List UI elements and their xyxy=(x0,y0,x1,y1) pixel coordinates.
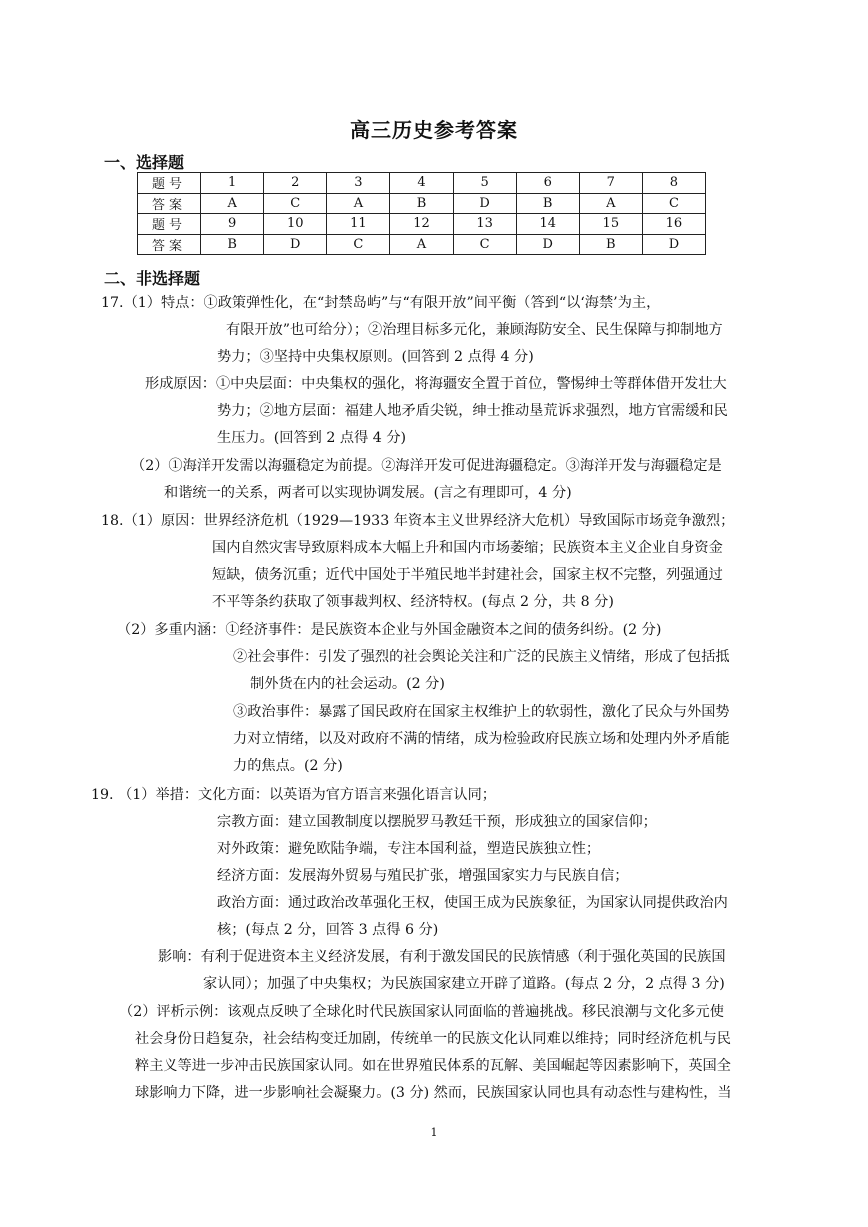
table-cell: 14 xyxy=(516,214,579,235)
page-title: 高三历史参考答案 xyxy=(350,118,518,142)
answer-line: 制外货在内的社会运动。(2 分) xyxy=(250,676,445,692)
answer-line: 19. （1）举措：文化方面：以英语为官方语言来强化语言认同； xyxy=(91,787,496,803)
answer-line: 势力；③坚持中央集权原则。(回答到 2 点得 4 分) xyxy=(217,349,534,365)
table-cell: 题号 xyxy=(138,173,201,194)
answer-line: 核；(每点 2 分，回答 3 点得 6 分) xyxy=(217,922,439,938)
table-cell: 16 xyxy=(642,214,705,235)
table-row xyxy=(138,214,706,235)
answer-line: 对外政策：避免欧陆争端，专注本国利益，塑造民族独立性； xyxy=(217,841,601,857)
table-row xyxy=(138,234,706,255)
answer-line: （2）①海洋开发需以海疆稳定为前提。②海洋开发可促进海疆稳定。③海洋开发与海疆稳定是 xyxy=(131,458,722,474)
table-cell: 12 xyxy=(390,214,453,235)
answer-line: （2）评析示例：该观点反映了全球化时代民族国家认同面临的普遍挑战。移民浪潮与文化多元使 xyxy=(119,1004,724,1020)
page-number: 1 xyxy=(430,1126,438,1139)
answer-line: 有限开放”也可给分）；②治理目标多元化，兼顾海防安全、民生保障与抑制地方 xyxy=(226,322,723,338)
table-cell: A xyxy=(327,193,390,214)
table-cell: 5 xyxy=(453,173,516,194)
table-cell: 答案 xyxy=(138,234,201,255)
answer-line: 国内自然灾害导致原料成本大幅上升和国内市场萎缩；民族资本主义企业自身资金 xyxy=(212,540,723,556)
table-cell: A xyxy=(579,193,642,214)
table-cell: D xyxy=(264,234,327,255)
section-heading-choice: 一、选择题 xyxy=(104,153,185,172)
table-cell: 3 xyxy=(327,173,390,194)
table-cell: B xyxy=(516,193,579,214)
answer-line: 力对立情绪，以及对政府不满的情绪，成为检验政府民族立场和处理内外矛盾能 xyxy=(233,731,730,747)
table-cell: B xyxy=(390,193,453,214)
table-row xyxy=(138,193,706,214)
answer-line: 政治方面：通过政治改革强化王权，使国王成为民族象征，为国家认同提供政治内 xyxy=(217,895,728,911)
table-cell: 11 xyxy=(327,214,390,235)
answer-line: 经济方面：发展海外贸易与殖民扩张，增强国家实力与民族自信； xyxy=(217,868,629,884)
table-cell: 6 xyxy=(516,173,579,194)
answer-line: 生压力。(回答到 2 点得 4 分) xyxy=(217,430,407,446)
table-cell: C xyxy=(264,193,327,214)
answer-line: （2）多重内涵：①经济事件：是民族资本企业与外国金融资本之间的债务纠纷。(2 分) xyxy=(117,622,662,638)
answer-line: 18.（1）原因：世界经济危机（1929—1933 年资本主义世界经济大危机）导致国际市场竞争激烈； xyxy=(101,513,735,529)
answer-line: 形成原因：①中央层面：中央集权的强化，将海疆安全置于首位，警惕绅士等群体借开发壮大 xyxy=(145,376,727,392)
table-cell: 4 xyxy=(390,173,453,194)
answer-line: 势力；②地方层面：福建人地矛盾尖锐，绅士推动垦荒诉求强烈，地方官需缓和民 xyxy=(217,403,728,419)
table-cell: C xyxy=(453,234,516,255)
answer-line: 短缺，债务沉重；近代中国处于半殖民地半封建社会，国家主权不完整，列强通过 xyxy=(212,567,723,583)
answer-line: ②社会事件：引发了强烈的社会舆论关注和广泛的民族主义情绪，形成了包括抵 xyxy=(233,649,730,665)
answer-line: 不平等条约获取了领事裁判权、经济特权。(每点 2 分，共 8 分) xyxy=(212,594,614,610)
table-row xyxy=(138,173,706,194)
section-heading-essay: 二、非选择题 xyxy=(104,269,201,288)
answer-line: 17.（1）特点：①政策弹性化，在“封禁岛屿”与“有限开放”间平衡（答到“以‘海禁’为主， xyxy=(101,295,661,311)
table-cell: 题号 xyxy=(138,214,201,235)
table-cell: C xyxy=(642,193,705,214)
table-cell: C xyxy=(327,234,390,255)
answer-table xyxy=(137,172,706,255)
table-cell: D xyxy=(516,234,579,255)
answer-line: 社会身份日趋复杂，社会结构变迁加剧，传统单一的民族文化认同难以维持；同时经济危机与民 xyxy=(135,1031,731,1047)
table-cell: D xyxy=(642,234,705,255)
answer-line: 影响：有利于促进资本主义经济发展，有利于激发国民的民族情感（利于强化英国的民族国 xyxy=(158,949,726,965)
answer-line: 和谐统一的关系，两者可以实现协调发展。(言之有理即可，4 分) xyxy=(164,485,572,501)
table-cell: B xyxy=(579,234,642,255)
answer-line: ③政治事件：暴露了国民政府在国家主权维护上的软弱性，激化了民众与外国势 xyxy=(233,704,730,720)
answer-line: 宗教方面：建立国教制度以摆脱罗马教廷干预，形成独立的国家信仰； xyxy=(217,814,657,830)
table-cell: 10 xyxy=(264,214,327,235)
table-cell: 1 xyxy=(201,173,264,194)
table-cell: 答案 xyxy=(138,193,201,214)
answer-line: 家认同）；加强了中央集权；为民族国家建立开辟了道路。(每点 2 分，2 点得 3 分) xyxy=(203,976,725,992)
answer-line: 粹主义等进一步冲击民族国家认同。如在世界殖民体系的瓦解、美国崛起等因素影响下，英国全 xyxy=(135,1058,731,1074)
table-cell: 9 xyxy=(201,214,264,235)
answer-line: 力的焦点。(2 分) xyxy=(233,758,343,774)
table-cell: 2 xyxy=(264,173,327,194)
table-cell: B xyxy=(201,234,264,255)
answer-line: 球影响力下降，进一步影响社会凝聚力。(3 分) 然而，民族国家认同也具有动态性与建构性，当 xyxy=(135,1085,732,1101)
table-cell: 15 xyxy=(579,214,642,235)
table-cell: 8 xyxy=(642,173,705,194)
table-cell: 7 xyxy=(579,173,642,194)
table-cell: A xyxy=(201,193,264,214)
table-cell: A xyxy=(390,234,453,255)
table-cell: D xyxy=(453,193,516,214)
table-cell: 13 xyxy=(453,214,516,235)
